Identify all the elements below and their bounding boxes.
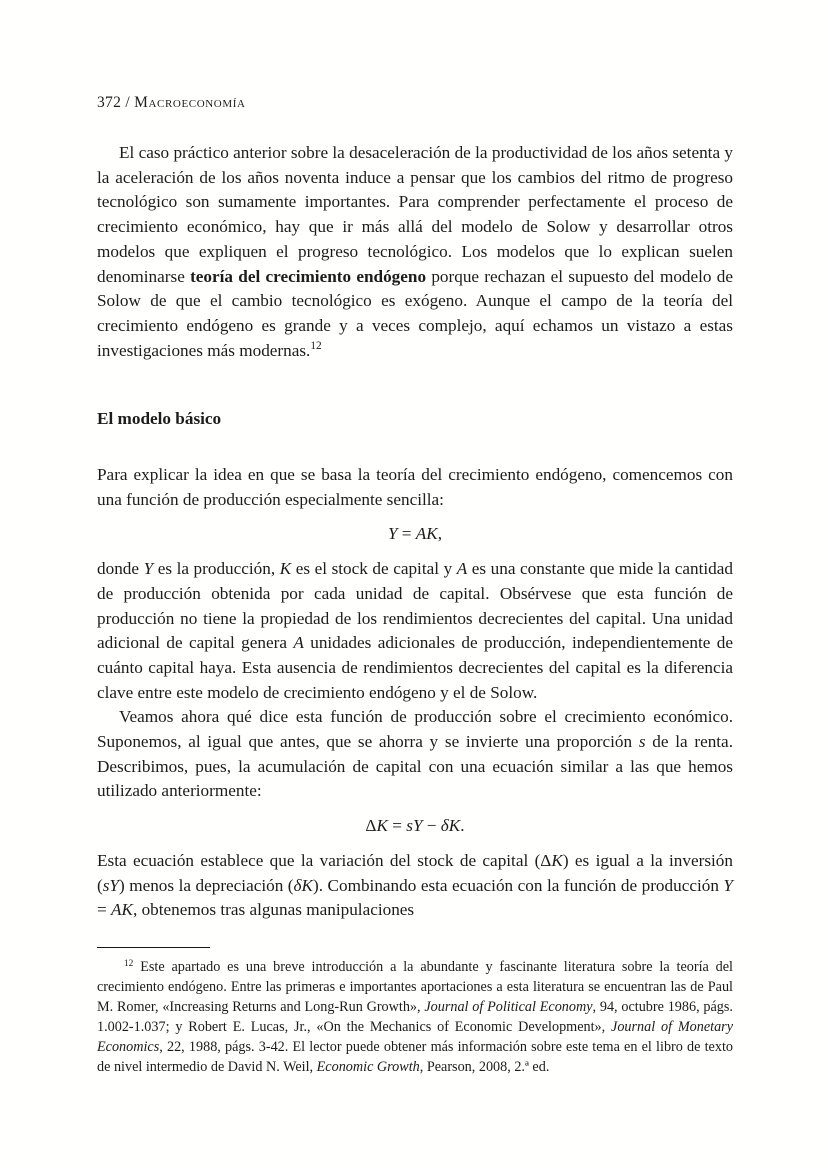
header-separator: / — [121, 94, 135, 111]
equation-capital-accumulation: ΔK = sY − δK. — [365, 816, 465, 836]
book-title: Macroeconomía — [134, 94, 246, 111]
footnote: $^{12}$ Este apartado es una breve introducción a la abundante y fascinante literatura sobre la teoría del crecimiento endógeno. Entre las primeras e importantes aportaciones a esta literatura se encuentran las de Paul M. Romer, «Increasing Returns and Long-Run Growth», Journal of Political Economy, 94, octubre 1986, págs. 1.002-1.037; y Robert E. Lucas, Jr., «On the Mechanics of Economic Development», Journal of Monetary Economics, 22, 1988, págs. 3-42. El lector puede obtener más información sobre este tema en el libro de texto de nivel intermedio de David N. Weil, Economic Growth, Pearson, 2008, 2.ª ed. — [97, 958, 734, 1076]
paragraph-model-setup: Para explicar la idea en que se basa la teoría del crecimiento endógeno, comencemos con una función de producción especialmente sencilla: — [97, 465, 733, 509]
equation-production-function: Y = AK, — [387, 524, 443, 544]
paragraph-capital-accumulation: Veamos ahora qué dice esta función de producción sobre el crecimiento económico. Suponemos, al igual que antes, que se ahorra y se invierte una proporción s de la renta. Describimos, pues, la acumulación de capital con una ecuación similar a las que hemos utilizado anteriormente: — [97, 707, 733, 801]
page-number: 372 — [97, 94, 122, 111]
paragraph-intro: El caso práctico anterior sobre la desaceleración de la productividad de los años setenta y la aceleración de los años noventa induce a pensar que los cambios del ritmo de progreso tecnológico son sumamente importantes. Para comprender perfectamente el proceso de crecimiento económico, hay que ir más allá del modelo de Solow y desarrollar otros modelos que expliquen el progreso tecnológico. Los modelos que lo explican suelen denominarse teoría del crecimiento endógeno porque rechazan el supuesto del modelo de Solow de que el cambio tecnológico es exógeno. Aunque el campo de la teoría del crecimiento endógeno es grande y a veces complejo, aquí echamos un vistazo a estas investigaciones más modernas.$^{12}$ — [97, 143, 733, 360]
main-text — [97, 141, 733, 923]
paragraph-equation-explanation: Esta ecuación establece que la variación del stock de capital (ΔK) es igual a la inversión (sY) menos la depreciación (δK). Combinando esta ecuación con la función de producción Y = AK, obtenemos tras algunas manipulaciones — [97, 850, 733, 920]
section-heading: El modelo básico — [97, 409, 222, 429]
page-content — [97, 94, 733, 1078]
paragraph-production-explanation: donde Y es la producción, K es el stock de capital y A es una constante que mide la cantidad de producción obtenida por cada unidad de capital. Obsérvese que esta función de producción no tiene la propiedad de los rendimientos decrecientes del capital. Una unidad adicional de capital genera A unidades adicionales de producción, independientemente de cuánto capital haya. Esta ausencia de rendimientos decrecientes del capital es la diferencia clave entre este modelo de crecimiento endógeno y el de Solow. — [97, 559, 733, 702]
footnote-separator — [97, 947, 210, 948]
running-head — [97, 94, 733, 112]
